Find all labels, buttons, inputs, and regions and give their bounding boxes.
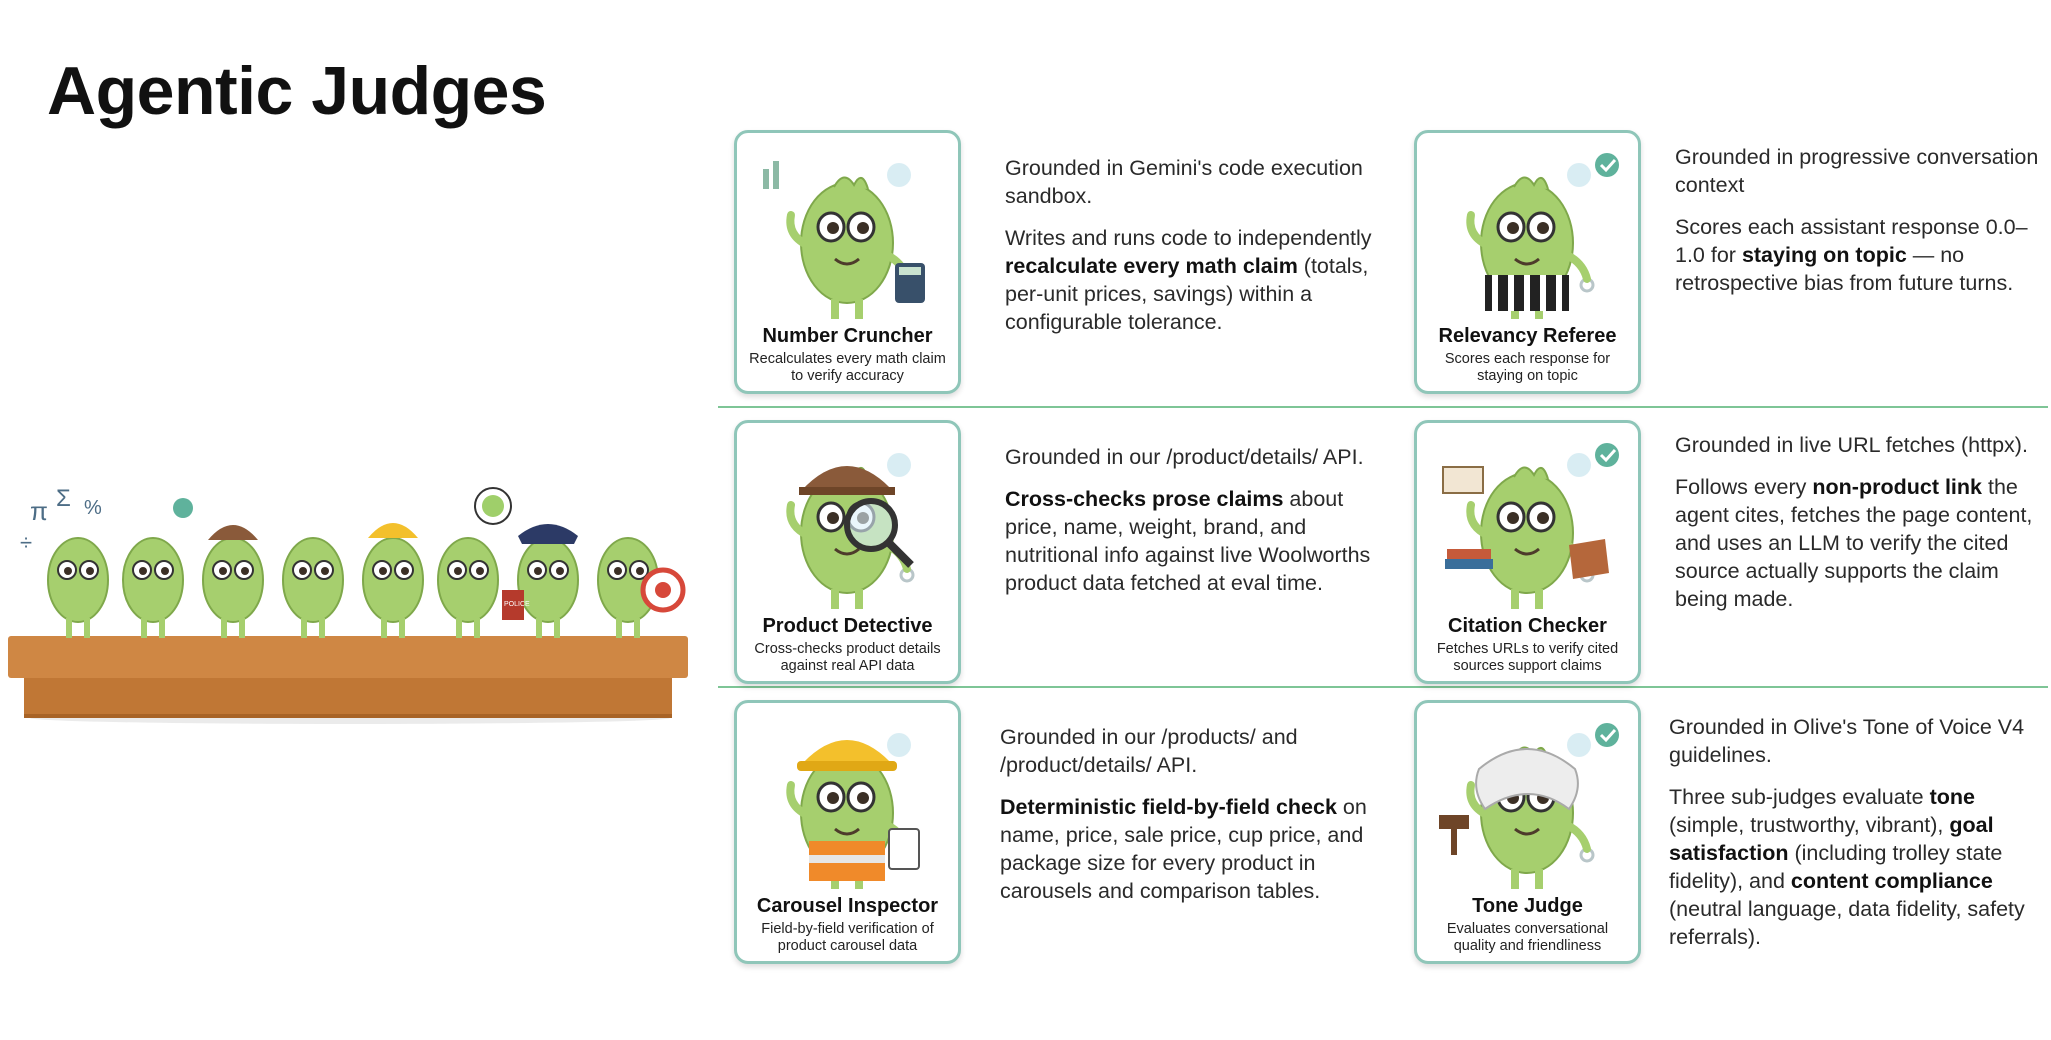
judge-name: Number Cruncher	[762, 325, 933, 347]
judge-name: Relevancy Referee	[1438, 325, 1617, 347]
emphasis-text: recalculate every math claim	[1005, 254, 1298, 278]
group-mascot	[518, 538, 578, 622]
grounding-text	[1005, 443, 1385, 471]
group-mascot	[283, 538, 343, 622]
desc-text: Grounded in Gemini's code execution sandbox.	[1005, 156, 1363, 208]
judge-subtitle: Scores each response for staying on topic	[1444, 351, 1611, 384]
desc-text: (including trolley state fidelity), and	[1669, 841, 2003, 893]
emphasis-text: staying on topic	[1741, 243, 1907, 267]
emphasis-text: non-product link	[1812, 475, 1982, 499]
mascot-group-illustration	[8, 480, 688, 660]
row-separator	[718, 406, 2048, 408]
emphasis-text: tone	[1929, 785, 1975, 809]
math-symbol: π	[30, 496, 48, 526]
citation-checker-mascot-icon	[1419, 425, 1636, 615]
group-mascot	[123, 538, 183, 622]
judge-description	[1669, 713, 2041, 965]
judge-card-tone-judge	[1414, 700, 1641, 964]
judge-name: Tone Judge	[1472, 895, 1583, 917]
judge-name: Citation Checker	[1448, 615, 1607, 637]
behavior-text	[1669, 783, 2041, 951]
judge-description	[1675, 143, 2045, 311]
desc-text: on name, price, sale price, cup price, and package size for every product in carousels and comparison tables.	[1000, 795, 1367, 903]
math-symbol: ÷	[20, 530, 33, 555]
judge-name: Carousel Inspector	[756, 895, 939, 917]
emphasis-text: goal satisfaction	[1669, 813, 1994, 865]
emphasis-text: Cross-checks prose claims	[1005, 487, 1284, 511]
grounding-text	[1675, 143, 2045, 199]
desc-text: Grounded in our /product/details/ API.	[1005, 445, 1364, 469]
math-symbol: Σ	[56, 485, 71, 512]
behavior-text	[1005, 485, 1385, 597]
judge-card-citation-checker	[1414, 420, 1641, 684]
group-mascot	[438, 538, 498, 622]
judge-card-relevancy-referee	[1414, 130, 1641, 394]
grounding-text	[1669, 713, 2041, 769]
badge-text: POLICE	[504, 601, 530, 608]
judge-subtitle: Field-by-field verification of product carousel data	[761, 921, 934, 954]
carousel-inspector-mascot-icon	[739, 705, 956, 895]
judge-name: Product Detective	[762, 615, 933, 637]
table-front	[24, 678, 672, 718]
judge-description	[1675, 431, 2045, 627]
desc-text: Grounded in live URL fetches (httpx).	[1675, 433, 2028, 457]
math-symbol: %	[84, 497, 102, 519]
judge-subtitle: Evaluates conversational quality and friendliness	[1446, 921, 1609, 954]
tone-judge-mascot-icon	[1419, 705, 1636, 895]
behavior-text	[1005, 224, 1385, 336]
behavior-text	[1675, 473, 2045, 613]
judge-card-product-detective	[734, 420, 961, 684]
desc-text: about price, name, weight, brand, and nutritional info against live Woolworths product data fetched at eval time.	[1005, 487, 1371, 595]
judge-card-carousel-inspector	[734, 700, 961, 964]
row-separator	[718, 686, 2048, 688]
page-title: Agentic Judges	[47, 53, 547, 129]
desc-text: Grounded in Olive's Tone of Voice V4 guidelines.	[1669, 715, 2025, 767]
number-cruncher-mascot-icon	[739, 135, 956, 325]
grounding-text	[1675, 431, 2045, 459]
group-mascot	[203, 538, 263, 622]
desc-text: Grounded in our /products/ and /product/details/ API.	[1000, 725, 1298, 777]
group-mascot	[363, 538, 423, 622]
judge-description	[1000, 723, 1380, 919]
relevancy-referee-mascot-icon	[1419, 135, 1636, 325]
judge-description	[1005, 443, 1385, 611]
judge-card-number-cruncher	[734, 130, 961, 394]
desc-text: the agent cites, fetches the page content, and uses an LLM to verify the cited source actually supports the claim being made.	[1675, 475, 2033, 611]
desc-text: (totals, per-unit prices, savings) within a configurable tolerance.	[1005, 254, 1369, 334]
desc-text: Grounded in progressive conversation context	[1675, 145, 2039, 197]
judge-subtitle: Cross-checks product details against real API data	[754, 641, 941, 674]
emphasis-text: Deterministic field-by-field check	[1000, 795, 1337, 819]
group-mascot	[48, 538, 108, 622]
judge-description	[1005, 154, 1385, 350]
judge-subtitle: Recalculates every math claim to verify accuracy	[749, 351, 946, 384]
emphasis-text: content compliance	[1790, 869, 1993, 893]
grounding-text	[1005, 154, 1385, 210]
desc-text: — no retrospective bias from future turns.	[1675, 243, 2014, 295]
desc-text: (neutral language, data fidelity, safety referrals).	[1669, 897, 2025, 949]
behavior-text	[1675, 213, 2045, 297]
desc-text: Writes and runs code to independently	[1005, 226, 1372, 250]
desc-text: Scores each assistant response 0.0–1.0 for	[1675, 215, 2028, 267]
desc-text: (simple, trustworthy, vibrant),	[1669, 813, 1950, 837]
product-detective-mascot-icon	[739, 425, 956, 615]
behavior-text	[1000, 793, 1380, 905]
judge-subtitle: Fetches URLs to verify cited sources support claims	[1436, 641, 1619, 674]
desc-text: Follows every	[1675, 475, 1813, 499]
desc-text: Three sub-judges evaluate	[1669, 785, 1930, 809]
grounding-text	[1000, 723, 1380, 779]
